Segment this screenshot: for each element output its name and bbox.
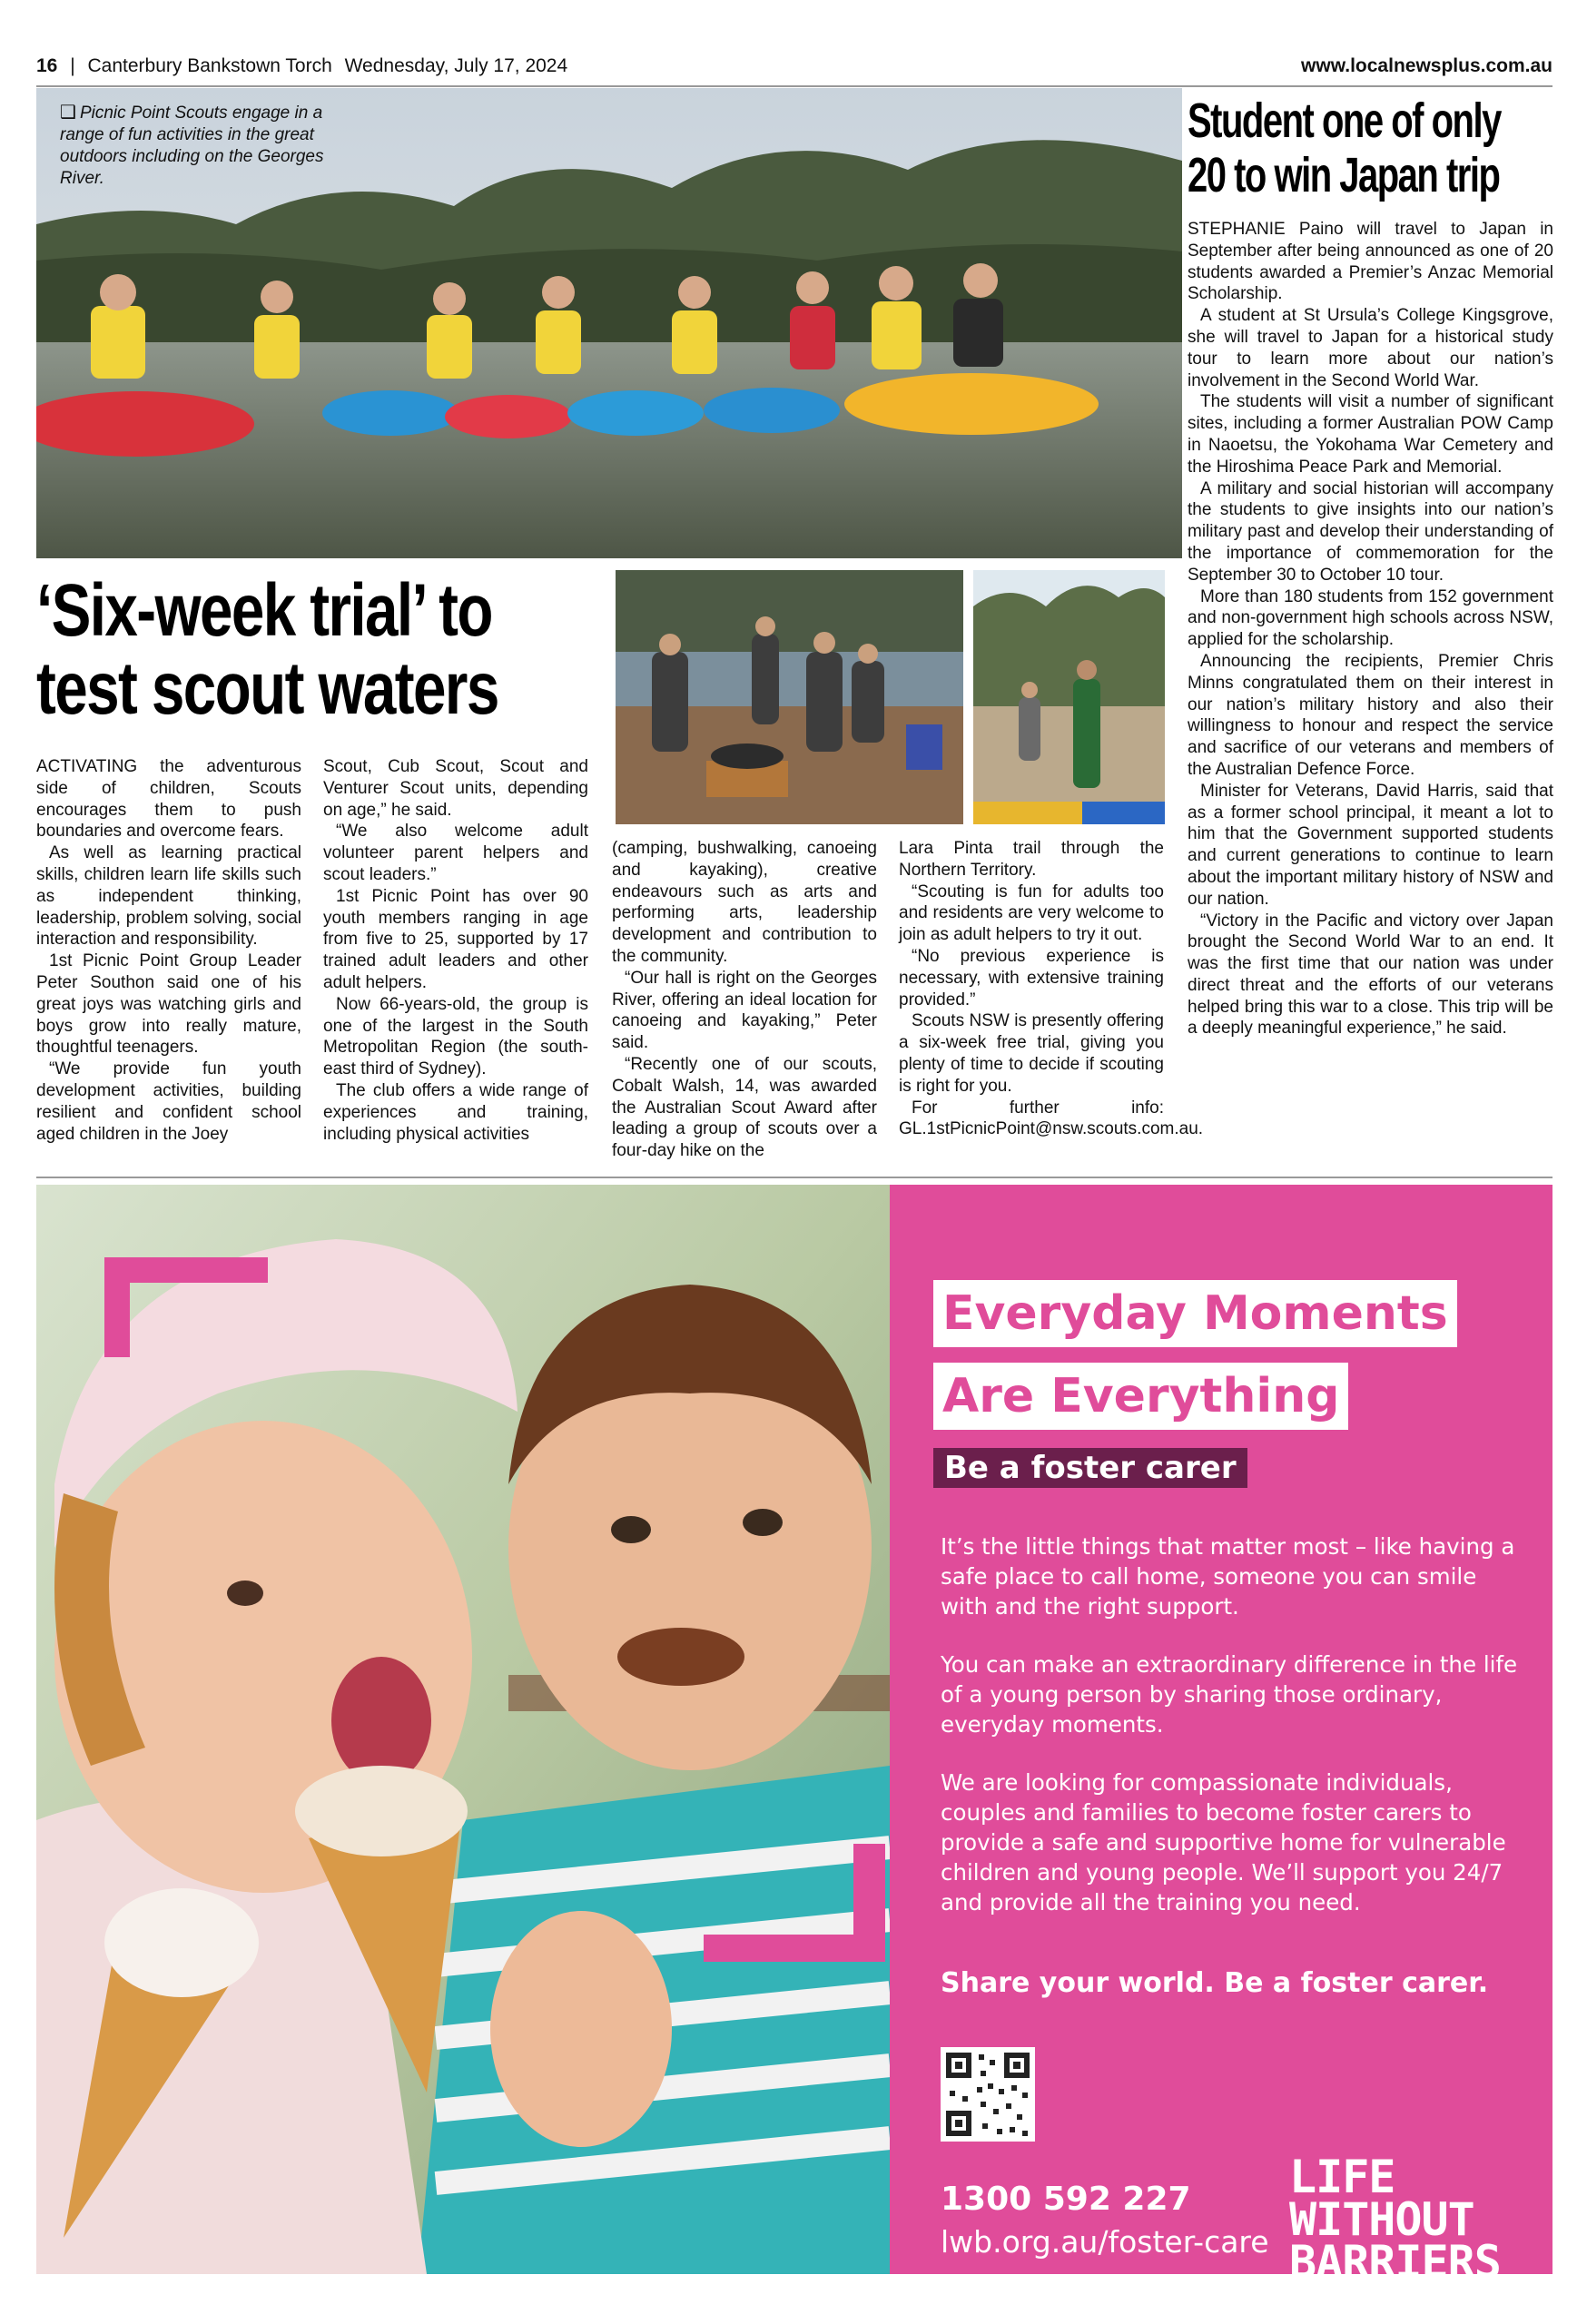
scout-paragraph: Now 66-years-old, the group is one of the largest in the South Metropolitan Region (the south-east third of Sydney). <box>323 994 588 1079</box>
scout-paragraph: For further info: GL.1stPicnicPoint@nsw.scouts.com.au. <box>899 1098 1204 1139</box>
scout-paragraph: The club offers a wide range of experiences and training, including physical activities <box>323 1080 588 1144</box>
caption-text: Picnic Point Scouts engage in a range of fun activities in the great outdoors including on the Georges River. <box>60 103 324 188</box>
ad-website-url[interactable]: lwb.org.au/foster-care <box>941 2224 1269 2260</box>
logo-line: WITHOUT <box>1289 2193 1474 2246</box>
ad-body-paragraph: It’s the little things that matter most – like having a safe place to call home, someone you can smile with and the right support. <box>941 1533 1515 1620</box>
scout-paragraph: “No previous experience is necessary, with extensive training provided.” <box>899 946 1164 1009</box>
section-rule <box>36 1177 1552 1178</box>
scout-paragraph: Scouts NSW is presently offering a six-week free trial, giving you plenty of time to decide if scouting is right for you. <box>899 1011 1164 1096</box>
scout-headline-line1: ‘Six-week trial’ to <box>36 569 492 652</box>
frame-corner-top <box>104 1257 130 1357</box>
japan-headline-line1: Student one of only <box>1188 94 1501 148</box>
ad-headline-line1: Everyday Moments <box>933 1280 1457 1347</box>
scouts-group-photo <box>973 570 1165 824</box>
header-rule <box>36 85 1552 87</box>
japan-paragraph: “Victory in the Pacific and victory over Japan brought the Second World War to an end. It was the first time that our nation was under direct threat and the efforts of our veterans helped bring this war to a close. This trip will be a deeply meaningful experience,” he said. <box>1188 911 1553 1039</box>
scout-paragraph: “Recently one of our scouts, Cobalt Walsh, 14, was awarded the Australian Scout Award after leading a group of scouts over a four-day hike on the <box>612 1054 877 1161</box>
ad-body-paragraph: We are looking for compassionate individuals, couples and families to become foster carers to provide a safe and supportive home for vulnerable children and young people. We’ll support you 24/7 and provide all the training you need. <box>941 1769 1506 1915</box>
scout-paragraph: Lara Pinta trail through the Northern Territory. <box>899 839 1164 880</box>
foster-carer-advertisement[interactable] <box>36 1185 1552 2289</box>
scout-paragraph: 1st Picnic Point has over 90 youth members ranging in age from five to 25, supported by 17 trained adult leaders and other adult helpers. <box>323 886 588 992</box>
japan-paragraph: STEPHANIE Paino will travel to Japan in September after being announced as one of 20 students awarded a Premier’s Anzac Memorial Scholarship. <box>1188 220 1553 304</box>
scout-column-3 <box>612 838 877 1162</box>
japan-paragraph: Minister for Veterans, David Harris, said that as a former school principal, it meant a lot to him that the Government supported students and current generations to continue to learn about the important military history of NSW and our nation. <box>1188 781 1553 909</box>
scout-paragraph: “We also welcome adult volunteer parent helpers and scout leaders.” <box>323 822 588 884</box>
scout-column-2 <box>323 756 588 1145</box>
publication-name: Canterbury Bankstown Torch <box>87 55 332 76</box>
scouts-campfire-photo <box>616 570 963 824</box>
scout-paragraph: As well as learning practical skills, children learn life skills such as independent thinking, leadership, problem solving, social interaction and responsibility. <box>36 843 301 950</box>
scout-paragraph: Scout, Cub Scout, Scout and Venturer Scout units, depending on age,” he said. <box>323 757 588 820</box>
scout-paragraph: (camping, bushwalking, canoeing and kayaking), creative endeavours such as arts and performing arts, leadership development and contribution to the community. <box>612 839 877 966</box>
scout-paragraph: “Our hall is right on the Georges River, offering an ideal location for canoeing and kayaking,” Peter said. <box>612 968 877 1053</box>
scout-headline <box>36 569 617 730</box>
scout-headline-line2: test scout waters <box>36 647 498 730</box>
japan-paragraph: A student at St Ursula’s College Kingsgrove, she will travel to Japan for a historical study tour to learn more about our nation’s involvement in the Second World War. <box>1188 306 1553 390</box>
scout-paragraph: ACTIVATING the adventurous side of children, Scouts encourages them to push boundaries and overcome fears. <box>36 757 301 842</box>
japan-paragraph: More than 180 students from 152 government and non-government high schools across NSW, applied for the scholarship. <box>1188 586 1553 650</box>
scout-paragraph: “Scouting is fun for adults too and residents are very welcome to join as adult helpers to try it out. <box>899 881 1164 945</box>
photo-caption <box>60 102 341 190</box>
page-number: 16 <box>36 55 58 76</box>
scout-paragraph: “We provide fun youth development activities, building resilient and confident school aged children in the Joey <box>36 1059 301 1144</box>
scout-column-1 <box>36 756 301 1145</box>
ad-phone-number[interactable]: 1300 592 227 <box>941 2181 1191 2218</box>
ad-subheading: Be a foster carer <box>933 1448 1247 1488</box>
ad-tagline: Share your world. Be a foster carer. <box>941 1967 1489 1999</box>
japan-paragraph: Announcing the recipients, Premier Chris Minns congratulated them on their interest in our nation’s military history and also their willingness to honour and respect the service and sacrifice of our veterans and members of the Australian Defence Force. <box>1188 651 1553 779</box>
japan-headline-line2: 20 to win Japan trip <box>1188 148 1500 202</box>
header-left <box>36 55 567 77</box>
japan-story-body <box>1188 219 1553 1039</box>
japan-headline <box>1188 94 1553 202</box>
scout-paragraph: 1st Picnic Point Group Leader Peter Southon said one of his great joys was watching girls and boys grow into really mature, thoughtful teenagers. <box>36 951 301 1058</box>
page-header <box>36 53 1552 80</box>
ad-text-panel <box>890 1185 1552 2289</box>
japan-paragraph: A military and social historian will accompany the students to give insights into our nation’s military past and develop their understanding of the importance of commemoration for the September 30 to October 10 tour. <box>1188 478 1553 585</box>
issue-date: Wednesday, July 17, 2024 <box>344 55 568 76</box>
caption-box-icon: ❑ <box>60 103 76 123</box>
logo-line: LIFE <box>1289 2151 1395 2203</box>
frame-corner-bottom <box>853 1844 885 1962</box>
scout-column-4 <box>899 838 1204 1140</box>
japan-paragraph: The students will visit a number of significant sites, including a former Australian POW Camp in Naoetsu, the Yokohama War Cemetery and the Hiroshima Peace Park and Memorial. <box>1188 392 1553 477</box>
qr-code[interactable] <box>941 2047 1035 2142</box>
ad-body-paragraph: You can make an extraordinary difference in the life of a young person by sharing those ordinary, everyday moments. <box>941 1651 1518 1738</box>
logo-line: BARRIERS <box>1289 2236 1501 2289</box>
life-without-barriers-logo <box>1289 2151 1501 2289</box>
ad-headline-line2: Are Everything <box>933 1363 1348 1430</box>
children-ice-cream-photo <box>36 1185 890 2274</box>
website-link[interactable]: www.localnewsplus.com.au <box>1301 55 1552 76</box>
header-separator: | <box>70 55 75 76</box>
